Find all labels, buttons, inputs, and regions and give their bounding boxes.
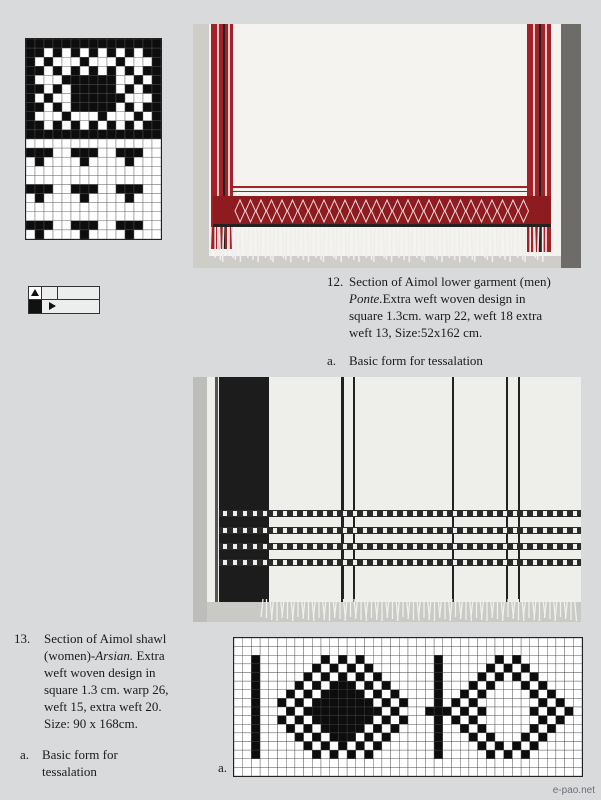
item-letter: a. <box>20 747 30 762</box>
garment-illustration <box>193 24 581 268</box>
caption-13 <box>14 630 194 735</box>
caption-italic-term: Ponte. <box>349 291 383 306</box>
caption-italic-term: Arsian. <box>95 648 134 663</box>
caption-line: Section of Aimol shawl <box>44 631 167 646</box>
item-letter: a. <box>327 353 337 368</box>
shawl-photo-13 <box>193 377 581 622</box>
weave-pattern-grid-bottom <box>233 637 583 777</box>
legend-tick <box>57 287 58 299</box>
watermark-text: e-pao.net <box>552 785 595 796</box>
caption-text: Extra weft woven design in <box>382 291 526 306</box>
caption-number: 12. <box>327 274 344 289</box>
caption-line: square 1.3 cm. warp 26, <box>44 682 169 697</box>
caption-text: (women)- <box>44 648 96 663</box>
caption-line: weft woven design in <box>44 665 156 680</box>
basic-form-label-13 <box>20 746 190 782</box>
caption-12 <box>327 273 597 343</box>
legend-square-black <box>29 300 42 313</box>
caption-number: 13. <box>14 631 31 646</box>
caption-line: square 1.3cm. warp 22, weft 18 extra <box>349 308 543 323</box>
triangle-right-icon <box>49 302 56 310</box>
garment-photo-12 <box>193 24 581 268</box>
caption-line: weft 15, extra weft 20. <box>44 699 162 714</box>
shawl-illustration <box>193 377 581 622</box>
item-text: Basic form for tessalation <box>349 353 483 368</box>
caption-line: Section of Aimol lower garment (men) <box>349 274 551 289</box>
item-text: Basic form for <box>42 747 118 762</box>
triangle-up-icon <box>31 289 39 296</box>
grid-label-a: a. <box>218 760 228 775</box>
item-text: tessalation <box>42 764 97 779</box>
caption-line <box>349 290 551 307</box>
caption-line: Size: 90 x 168cm. <box>44 716 138 731</box>
caption-line: weft 13, Size:52x162 cm. <box>349 325 483 340</box>
caption-text: Extra <box>133 648 165 663</box>
basic-form-label-12 <box>327 352 587 370</box>
caption-line <box>44 647 169 664</box>
weave-pattern-grid-top <box>25 38 162 240</box>
legend-box <box>28 286 100 314</box>
